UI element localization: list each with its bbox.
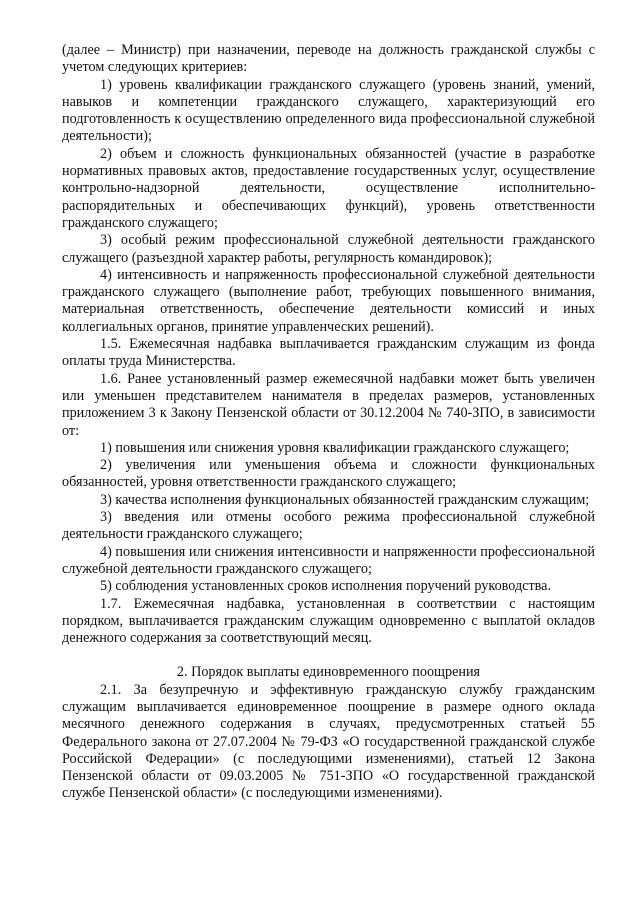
paragraph: 4) интенсивность и напряженность профессиональной служебной деятельности гражданского служащего (выполнение работ, требующих повышенного внимания, материальная ответственность, обеспечение деятельности комиссий и иных коллегиальных органов, принятие управленческих решений). xyxy=(62,266,595,335)
paragraphs-after xyxy=(62,682,595,803)
paragraph: 1.6. Ранее установленный размер ежемесячной надбавки может быть увеличен или уменьшен представителем нанимателя в пределах размеров, установленных приложением 3 к Закону Пензенской области от 30.12.2004 № 740-ЗПО, в зависимости от: xyxy=(62,370,595,439)
paragraph: 1) уровень квалификации гражданского служащего (уровень знаний, умений, навыков и компетенции гражданского служащего, характеризующий его подготовленность к осуществлению определенного вида профессиональной служебной деятельности); xyxy=(62,76,595,145)
paragraph: 2) объем и сложность функциональных обязанностей (участие в разработке нормативных правовых актов, предоставление государственных услуг, осуществление контрольно-надзорной деятельности, осуществление исполнительно-распорядительных и обеспечивающих функций), уровень ответственности гражданского служащего; xyxy=(62,145,595,231)
paragraph: 2) увеличения или уменьшения объема и сложности функциональных обязанностей, уровня ответственности гражданского служащего; xyxy=(62,457,595,491)
paragraph: 5) соблюдения установленных сроков исполнения поручений руководства. xyxy=(100,578,552,595)
paragraph: 3) особый режим профессиональной служебной деятельности гражданского служащего (разъездной характер работы, регулярность командировок); xyxy=(62,232,595,266)
paragraph: 3) качества исполнения функциональных обязанностей гражданским служащим; xyxy=(100,491,590,508)
paragraphs-before xyxy=(62,42,595,647)
paragraph: 2.1. За безупречную и эффективную гражданскую службу гражданским служащим выплачивается единовременное поощрение в размере одного оклада месячного денежного содержания в случаях, предусмотренных статьей 55 Федерального закона от 27.07.2004 № 79-ФЗ «О государственной гражданской службе Российской Федерации» (с последующими изменениями), статьей 12 Закона Пензенской области от 09.03.2005 № 751-ЗПО «О государственной гражданской службе Пензенской области» (с последующими изменениями). xyxy=(62,681,595,802)
section-heading: 2. Порядок выплаты единовременного поощрения xyxy=(176,664,481,681)
paragraph: 1) повышения или снижения уровня квалификации гражданского служащего; xyxy=(100,439,570,456)
paragraph: 3) введения или отмены особого режима профессиональной служебной деятельности гражданского служащего; xyxy=(62,509,595,543)
paragraph: 4) повышения или снижения интенсивности и напряженности профессиональной служебной деятельности гражданского служащего; xyxy=(62,543,595,577)
document-page xyxy=(62,42,595,803)
paragraph: 1.5. Ежемесячная надбавка выплачивается гражданским служащим из фонда оплаты труда Министерства. xyxy=(62,336,595,370)
paragraph: 1.7. Ежемесячная надбавка, установленная в соответствии с настоящим порядком, выплачивается гражданским служащим одновременно с выплатой окладов денежного содержания за соответствующий месяц. xyxy=(62,595,595,647)
paragraph: (далее – Министр) при назначении, переводе на должность гражданской службы с учетом следующих критериев: xyxy=(62,42,595,76)
